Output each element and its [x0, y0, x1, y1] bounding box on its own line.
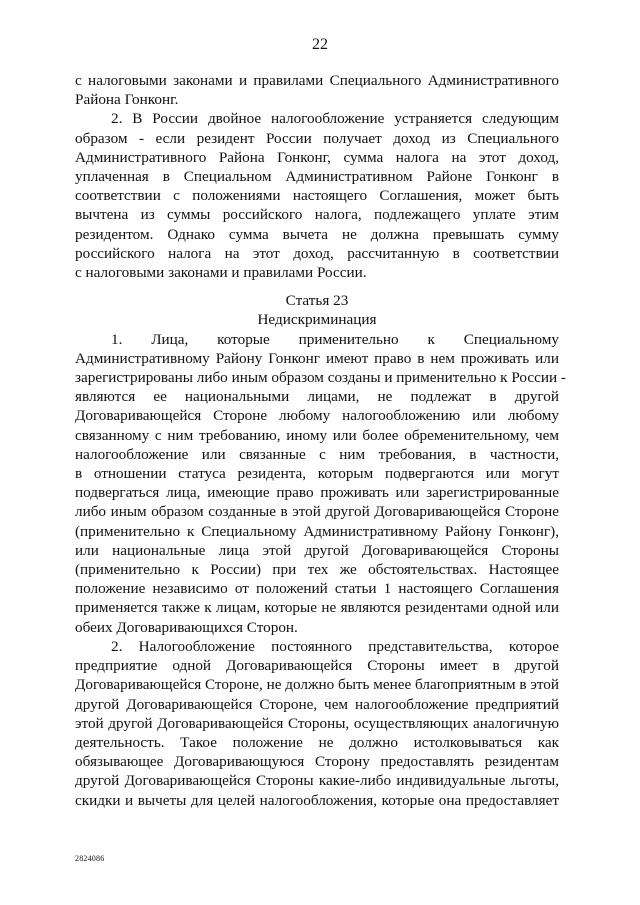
text-line: 1. Лица, которые применительно к Специальному — [111, 330, 559, 348]
paragraph-double-taxation-russia — [75, 109, 559, 282]
text-line: этой другой Договаривающейся Стороны, осуществляющих аналогичную — [75, 714, 559, 732]
text-line: обеих Договаривающихся Сторон. — [75, 618, 298, 636]
text-line: Административного Района Гонконг, сумма налога на этот доход, — [75, 148, 559, 166]
document-body — [75, 71, 566, 810]
article-number: Статья 23 — [285, 292, 349, 310]
text-line: резидентом. Однако сумма вычета не должна превышать сумму — [75, 225, 559, 243]
text-line: вычтена из суммы российского налога, подлежащего уплате этим — [75, 206, 559, 224]
text-line: 2. В России двойное налогообложение устраняется следующим — [111, 110, 559, 128]
text-line: уплаченная в Специальном Административном Районе Гонконг в — [75, 168, 559, 186]
text-line: соответствии с положениями настоящего Соглашения, может быть — [75, 187, 559, 205]
text-line: в отношении статуса резидента, которым подвергаются или могут — [75, 465, 559, 483]
text-line: (применительно к Специальному Административному Району Гонконг), — [75, 522, 559, 540]
text-line: с налоговыми законами и правилами России. — [75, 264, 367, 282]
paragraph-continuation — [75, 71, 559, 109]
text-line: Договаривающейся Стороне любому налогообложению или любому — [75, 407, 559, 425]
text-line: применяется также к лицам, которые не являются резидентами одной или — [75, 599, 559, 617]
text-line: образом - если резидент России получает доход из Специального — [75, 129, 559, 147]
text-line: налогообложение или связанные с ним требования, в частности, — [75, 445, 559, 463]
text-line: являются ее национальными лицами, не подлежат в другой — [75, 388, 559, 406]
text-line: подвергаться лица, имеющие право проживать или зарегистрированные — [75, 484, 559, 502]
text-line: с налоговыми законами и правилами Специального Административного — [75, 72, 559, 89]
text-line: зарегистрированы либо иным образом созданы и применительно к России - — [75, 369, 566, 387]
text-line: либо иным образом созданные в этой другой Договаривающейся Стороне — [75, 503, 559, 521]
text-line: (применительно к России) при тех же обстоятельствах. Настоящее — [75, 561, 559, 579]
article-paragraph-2 — [75, 637, 559, 810]
text-line: связанному с ним требованию, иному или более обременительному, чем — [75, 426, 559, 444]
text-line: другой Договаривающейся Стороны какие-либо индивидуальные льготы, — [75, 772, 559, 790]
text-line: положение независимо от положений статьи 1 настоящего Соглашения — [75, 580, 559, 598]
document-code: 2824086 — [75, 854, 105, 863]
text-line: предприятие одной Договаривающейся Стороны имеет в другой — [75, 657, 559, 675]
text-line: 2. Налогообложение постоянного представительства, которое — [111, 637, 559, 655]
text-line: Административному Району Гонконг имеют право в нем проживать или — [75, 349, 559, 367]
text-line: Договаривающейся Стороне, не должно быть менее благоприятным в этой — [75, 676, 559, 694]
article-title: Недискриминация — [257, 311, 377, 329]
article-paragraph-1 — [75, 330, 566, 637]
text-line: обязывающее Договаривающуюся Сторону предоставлять резидентам — [75, 753, 559, 771]
text-line: Района Гонконг. — [75, 91, 179, 109]
text-line: другой Договаривающейся Стороне, чем налогообложение предприятий — [75, 695, 559, 713]
text-line: деятельность. Такое положение не должно истолковываться как — [75, 733, 559, 751]
text-line: российского налога на этот доход, рассчитанную в соответствии — [75, 244, 559, 262]
page-number: 22 — [312, 36, 328, 53]
text-line: скидки и вычеты для целей налогообложения, которые она предоставляет — [75, 791, 559, 809]
text-line: или национальные лица этой другой Договаривающейся Стороны — [75, 541, 559, 559]
